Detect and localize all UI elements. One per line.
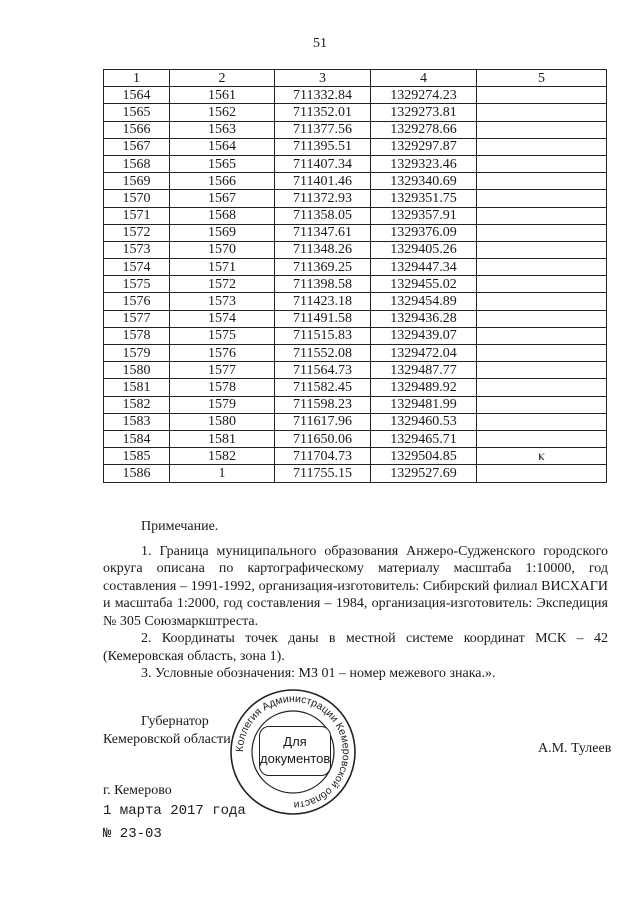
table-cell: 1568 [104, 155, 170, 172]
stamp-center-box [259, 726, 331, 776]
table-cell: 1329405.26 [371, 241, 477, 258]
table-cell: 1567 [104, 138, 170, 155]
table-cell: 1570 [170, 241, 275, 258]
table-cell: 1329439.07 [371, 327, 477, 344]
table-cell [477, 104, 607, 121]
table-cell: 1579 [104, 345, 170, 362]
table-cell [477, 241, 607, 258]
table-cell: 1585 [104, 448, 170, 465]
table-header-row [104, 70, 607, 87]
table-cell: 1564 [170, 138, 275, 155]
table-cell: 711369.25 [275, 259, 371, 276]
table-row [104, 362, 607, 379]
signatory-title: Губернатор [141, 714, 209, 729]
table-cell: 1581 [104, 379, 170, 396]
city: г. Кемерово [103, 783, 172, 798]
document-number: № 23-03 [103, 826, 162, 842]
table-cell: 1565 [104, 104, 170, 121]
table-cell: 1569 [170, 224, 275, 241]
table-cell: 711617.96 [275, 413, 371, 430]
table-cell: 1579 [170, 396, 275, 413]
table-cell [477, 207, 607, 224]
table-row [104, 276, 607, 293]
table-cell [477, 413, 607, 430]
table-cell: ⲕ [477, 448, 607, 465]
table-cell: 711491.58 [275, 310, 371, 327]
table-cell: 1566 [170, 173, 275, 190]
coordinates-table [103, 69, 607, 483]
column-header: 4 [371, 70, 477, 87]
table-cell: 1578 [170, 379, 275, 396]
table-row [104, 138, 607, 155]
signatory-region: Кемеровской области [103, 732, 231, 747]
table-row [104, 224, 607, 241]
table-cell: 711358.05 [275, 207, 371, 224]
table-row [104, 87, 607, 104]
table-cell: 1329273.81 [371, 104, 477, 121]
table-cell: 711398.58 [275, 276, 371, 293]
table-cell: 1565 [170, 155, 275, 172]
table-cell: 1567 [170, 190, 275, 207]
table-cell [477, 430, 607, 447]
table-cell: 711401.46 [275, 173, 371, 190]
table-cell: 711755.15 [275, 465, 371, 482]
table-cell [477, 327, 607, 344]
table-cell: 1564 [104, 87, 170, 104]
table-cell: 1576 [104, 293, 170, 310]
table-cell: 711598.23 [275, 396, 371, 413]
column-header: 2 [170, 70, 275, 87]
table-cell [477, 87, 607, 104]
table-cell [477, 362, 607, 379]
table-row [104, 104, 607, 121]
table-cell: 1586 [104, 465, 170, 482]
table-cell: 711395.51 [275, 138, 371, 155]
table-cell: 1574 [170, 310, 275, 327]
table-cell: 1329455.02 [371, 276, 477, 293]
note-item-3: 3. Условные обозначения: МЗ 01 – номер межевого знака.». [141, 666, 496, 681]
table-cell: 1329527.69 [371, 465, 477, 482]
table-cell: 711515.83 [275, 327, 371, 344]
table-cell: 1573 [104, 241, 170, 258]
note-block [103, 518, 608, 683]
table-cell: 1329274.23 [371, 87, 477, 104]
table-cell [477, 379, 607, 396]
stamp-center-line2: документов [260, 751, 331, 766]
table-row [104, 396, 607, 413]
table-cell: 1584 [104, 430, 170, 447]
table-cell: 1329504.85 [371, 448, 477, 465]
table-cell: 1571 [170, 259, 275, 276]
table-row [104, 207, 607, 224]
table-cell: 1573 [170, 293, 275, 310]
table-cell [477, 345, 607, 362]
table-cell: 1329465.71 [371, 430, 477, 447]
table-cell: 1578 [104, 327, 170, 344]
table-cell: 1329323.46 [371, 155, 477, 172]
table-row [104, 448, 607, 465]
table-cell [477, 276, 607, 293]
table-cell: 711552.08 [275, 345, 371, 362]
table-cell: 1569 [104, 173, 170, 190]
table-row [104, 327, 607, 344]
table-cell: 711377.56 [275, 121, 371, 138]
table-cell [477, 155, 607, 172]
table-cell [477, 224, 607, 241]
table-cell: 1329297.87 [371, 138, 477, 155]
column-header: 1 [104, 70, 170, 87]
table-cell: 1582 [170, 448, 275, 465]
table-cell: 1329472.04 [371, 345, 477, 362]
table-cell: 1582 [104, 396, 170, 413]
table-row [104, 155, 607, 172]
table-cell: 1572 [104, 224, 170, 241]
table-cell: 1329487.77 [371, 362, 477, 379]
table-cell: 1329278.66 [371, 121, 477, 138]
table-cell: 1568 [170, 207, 275, 224]
table-row [104, 190, 607, 207]
table-cell: 1329376.09 [371, 224, 477, 241]
table-cell: 711423.18 [275, 293, 371, 310]
table-cell: 1574 [104, 259, 170, 276]
table-cell: 1581 [170, 430, 275, 447]
table-cell: 1577 [104, 310, 170, 327]
column-header: 3 [275, 70, 371, 87]
table-body [104, 87, 607, 482]
table-row [104, 465, 607, 482]
table-cell: 1572 [170, 276, 275, 293]
column-header: 5 [477, 70, 607, 87]
table-cell [477, 173, 607, 190]
page-number: 51 [313, 36, 327, 51]
table-cell: 1580 [104, 362, 170, 379]
table-row [104, 310, 607, 327]
note-title: Примечание. [141, 519, 219, 534]
note-item-2: 2. Координаты точек даны в местной системе координат МСК – 42 (Кемеровская область, зона 1). [103, 631, 608, 664]
table-row [104, 259, 607, 276]
table-cell [477, 259, 607, 276]
table-cell: 1329447.34 [371, 259, 477, 276]
table-cell [477, 190, 607, 207]
table-cell: 1329351.75 [371, 190, 477, 207]
table-cell [477, 310, 607, 327]
table-cell: 711348.26 [275, 241, 371, 258]
table-cell [477, 293, 607, 310]
table-cell: 1329436.28 [371, 310, 477, 327]
table-cell: 1580 [170, 413, 275, 430]
table-cell: 1570 [104, 190, 170, 207]
table-row [104, 241, 607, 258]
table-cell: 711650.06 [275, 430, 371, 447]
table-cell [477, 396, 607, 413]
table-row [104, 430, 607, 447]
table-row [104, 379, 607, 396]
table-cell: 1329460.53 [371, 413, 477, 430]
table-cell: 1575 [170, 327, 275, 344]
document-date: 1 марта 2017 года [103, 803, 246, 819]
note-item-1: 1. Граница муниципального образования Анжеро-Судженского городского округа описана по картографическому материалу масштаба 1:10000, год составления – 1991-1992, организация-изготовитель: Сибирский филиал ВИСХАГИ и масштаба 1:2000, год составления – 1984, организация-изготовитель: Экспедиция № 305 Союзмаркштреста. [103, 543, 608, 629]
table-cell: 1577 [170, 362, 275, 379]
table-cell [477, 138, 607, 155]
table-cell: 1 [170, 465, 275, 482]
table-cell: 711372.93 [275, 190, 371, 207]
table-cell: 711704.73 [275, 448, 371, 465]
table-row [104, 293, 607, 310]
table-cell: 1561 [170, 87, 275, 104]
table-cell: 1329481.99 [371, 396, 477, 413]
table-cell: 711582.45 [275, 379, 371, 396]
table-row [104, 121, 607, 138]
table-cell: 711352.01 [275, 104, 371, 121]
table-cell: 1329489.92 [371, 379, 477, 396]
table-cell: 711347.61 [275, 224, 371, 241]
table-cell: 711407.34 [275, 155, 371, 172]
table-cell: 1566 [104, 121, 170, 138]
table-cell [477, 465, 607, 482]
table-cell: 1329357.91 [371, 207, 477, 224]
signatory-name: А.М. Тулеев [538, 741, 612, 756]
table-cell: 1329340.69 [371, 173, 477, 190]
table-cell: 1563 [170, 121, 275, 138]
table-cell: 1576 [170, 345, 275, 362]
stamp-center-line1: Для [283, 734, 307, 749]
table-row [104, 173, 607, 190]
table-cell: 1575 [104, 276, 170, 293]
table-cell: 1329454.89 [371, 293, 477, 310]
table-cell: 1571 [104, 207, 170, 224]
table-cell: 711564.73 [275, 362, 371, 379]
stamp-ring-text: Коллегия Администрации Кемеровской области [233, 692, 353, 812]
table-cell: 1583 [104, 413, 170, 430]
table-cell: 1562 [170, 104, 275, 121]
table-cell: 711332.84 [275, 87, 371, 104]
table-cell [477, 121, 607, 138]
table-row [104, 413, 607, 430]
table-row [104, 345, 607, 362]
